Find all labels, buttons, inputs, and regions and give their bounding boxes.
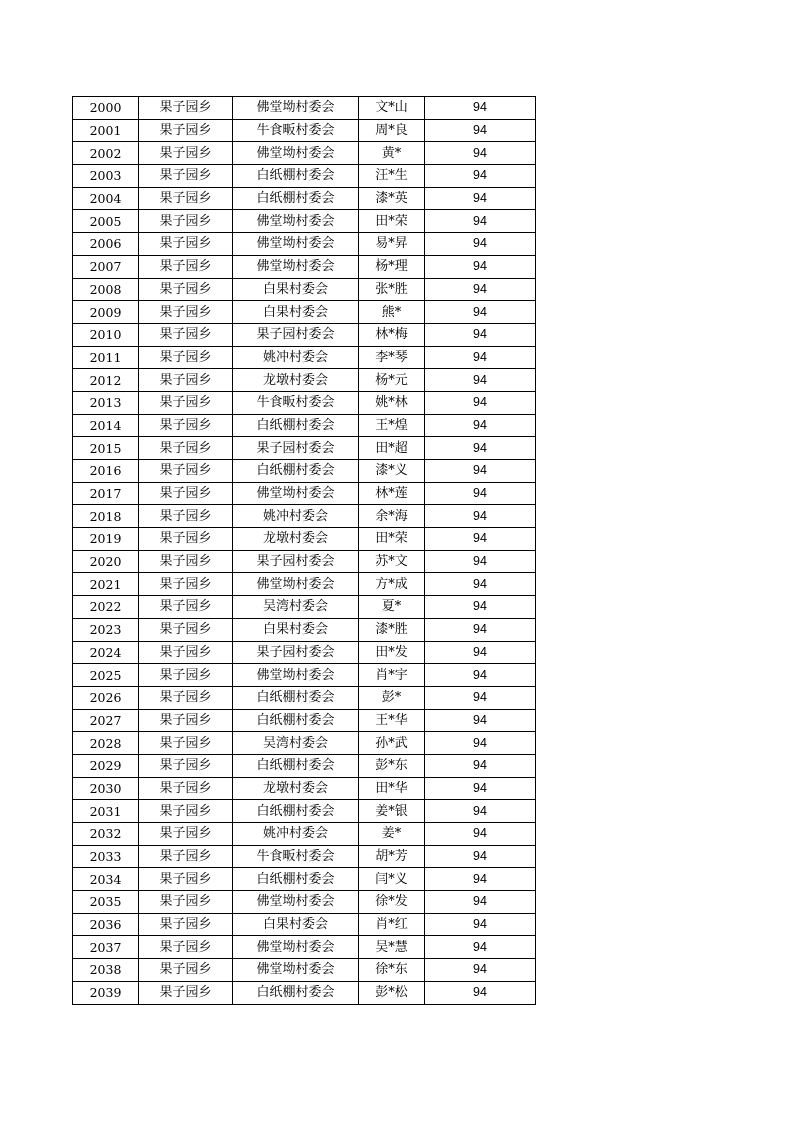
score-cell: 94	[425, 414, 536, 437]
person-name-cell: 胡*芳	[359, 845, 425, 868]
town-cell: 果子园乡	[139, 482, 233, 505]
village-committee-cell: 白果村委会	[233, 913, 359, 936]
town-cell: 果子园乡	[139, 187, 233, 210]
score-cell: 94	[425, 800, 536, 823]
table-row	[73, 641, 536, 664]
table-row	[73, 414, 536, 437]
town-cell: 果子园乡	[139, 845, 233, 868]
person-name-cell: 彭*东	[359, 754, 425, 777]
score-cell: 94	[425, 913, 536, 936]
village-committee-cell: 果子园村委会	[233, 437, 359, 460]
town-cell: 果子园乡	[139, 369, 233, 392]
score-cell: 94	[425, 142, 536, 165]
table-row	[73, 482, 536, 505]
table-row	[73, 210, 536, 233]
table-row	[73, 754, 536, 777]
village-committee-cell: 白纸棚村委会	[233, 686, 359, 709]
village-committee-cell: 果子园村委会	[233, 550, 359, 573]
table-row	[73, 936, 536, 959]
town-cell: 果子园乡	[139, 255, 233, 278]
town-cell: 果子园乡	[139, 981, 233, 1004]
person-name-cell: 漆*胜	[359, 618, 425, 641]
town-cell: 果子园乡	[139, 301, 233, 324]
table-row	[73, 618, 536, 641]
person-name-cell: 田*荣	[359, 528, 425, 551]
person-name-cell: 王*煌	[359, 414, 425, 437]
person-name-cell: 彭*松	[359, 981, 425, 1004]
person-name-cell: 漆*英	[359, 187, 425, 210]
village-committee-cell: 龙墩村委会	[233, 777, 359, 800]
town-cell: 果子园乡	[139, 460, 233, 483]
village-committee-cell: 牛食畈村委会	[233, 391, 359, 414]
town-cell: 果子园乡	[139, 391, 233, 414]
row-number-cell: 2014	[73, 414, 139, 437]
village-committee-cell: 佛堂坳村委会	[233, 255, 359, 278]
row-number-cell: 2039	[73, 981, 139, 1004]
village-committee-cell: 白纸棚村委会	[233, 414, 359, 437]
person-name-cell: 肖*宇	[359, 664, 425, 687]
roster-table	[72, 96, 536, 1005]
table-row	[73, 278, 536, 301]
table-row	[73, 119, 536, 142]
row-number-cell: 2013	[73, 391, 139, 414]
person-name-cell: 肖*红	[359, 913, 425, 936]
person-name-cell: 苏*文	[359, 550, 425, 573]
score-cell: 94	[425, 301, 536, 324]
person-name-cell: 余*海	[359, 505, 425, 528]
score-cell: 94	[425, 323, 536, 346]
village-committee-cell: 白纸棚村委会	[233, 754, 359, 777]
town-cell: 果子园乡	[139, 97, 233, 120]
town-cell: 果子园乡	[139, 210, 233, 233]
score-cell: 94	[425, 777, 536, 800]
town-cell: 果子园乡	[139, 119, 233, 142]
village-committee-cell: 佛堂坳村委会	[233, 482, 359, 505]
village-committee-cell: 佛堂坳村委会	[233, 233, 359, 256]
person-name-cell: 熊*	[359, 301, 425, 324]
row-number-cell: 2028	[73, 732, 139, 755]
score-cell: 94	[425, 210, 536, 233]
score-cell: 94	[425, 709, 536, 732]
row-number-cell: 2022	[73, 596, 139, 619]
score-cell: 94	[425, 437, 536, 460]
row-number-cell: 2016	[73, 460, 139, 483]
row-number-cell: 2006	[73, 233, 139, 256]
person-name-cell: 姜*银	[359, 800, 425, 823]
score-cell: 94	[425, 187, 536, 210]
score-cell: 94	[425, 165, 536, 188]
person-name-cell: 徐*东	[359, 959, 425, 982]
row-number-cell: 2020	[73, 550, 139, 573]
person-name-cell: 易*昇	[359, 233, 425, 256]
score-cell: 94	[425, 255, 536, 278]
person-name-cell: 汪*生	[359, 165, 425, 188]
village-committee-cell: 吴湾村委会	[233, 732, 359, 755]
table-row	[73, 686, 536, 709]
village-committee-cell: 佛堂坳村委会	[233, 664, 359, 687]
score-cell: 94	[425, 346, 536, 369]
row-number-cell: 2004	[73, 187, 139, 210]
town-cell: 果子园乡	[139, 777, 233, 800]
score-cell: 94	[425, 959, 536, 982]
town-cell: 果子园乡	[139, 596, 233, 619]
table-row	[73, 97, 536, 120]
row-number-cell: 2008	[73, 278, 139, 301]
table-row	[73, 505, 536, 528]
town-cell: 果子园乡	[139, 278, 233, 301]
town-cell: 果子园乡	[139, 823, 233, 846]
person-name-cell: 夏*	[359, 596, 425, 619]
table-row	[73, 142, 536, 165]
person-name-cell: 吴*慧	[359, 936, 425, 959]
row-number-cell: 2034	[73, 868, 139, 891]
village-committee-cell: 白果村委会	[233, 618, 359, 641]
score-cell: 94	[425, 732, 536, 755]
score-cell: 94	[425, 618, 536, 641]
table-row	[73, 391, 536, 414]
row-number-cell: 2015	[73, 437, 139, 460]
town-cell: 果子园乡	[139, 936, 233, 959]
village-committee-cell: 白纸棚村委会	[233, 800, 359, 823]
row-number-cell: 2001	[73, 119, 139, 142]
town-cell: 果子园乡	[139, 346, 233, 369]
table-row	[73, 550, 536, 573]
score-cell: 94	[425, 278, 536, 301]
table-row	[73, 868, 536, 891]
town-cell: 果子园乡	[139, 414, 233, 437]
town-cell: 果子园乡	[139, 618, 233, 641]
person-name-cell: 周*良	[359, 119, 425, 142]
table-row	[73, 233, 536, 256]
town-cell: 果子园乡	[139, 664, 233, 687]
row-number-cell: 2033	[73, 845, 139, 868]
person-name-cell: 田*发	[359, 641, 425, 664]
score-cell: 94	[425, 119, 536, 142]
score-cell: 94	[425, 97, 536, 120]
village-committee-cell: 白纸棚村委会	[233, 460, 359, 483]
village-committee-cell: 佛堂坳村委会	[233, 97, 359, 120]
town-cell: 果子园乡	[139, 528, 233, 551]
village-committee-cell: 佛堂坳村委会	[233, 936, 359, 959]
person-name-cell: 孙*武	[359, 732, 425, 755]
village-committee-cell: 龙墩村委会	[233, 369, 359, 392]
person-name-cell: 漆*义	[359, 460, 425, 483]
village-committee-cell: 龙墩村委会	[233, 528, 359, 551]
village-committee-cell: 佛堂坳村委会	[233, 142, 359, 165]
village-committee-cell: 白纸棚村委会	[233, 868, 359, 891]
town-cell: 果子园乡	[139, 754, 233, 777]
score-cell: 94	[425, 686, 536, 709]
score-cell: 94	[425, 936, 536, 959]
village-committee-cell: 佛堂坳村委会	[233, 210, 359, 233]
village-committee-cell: 佛堂坳村委会	[233, 891, 359, 914]
town-cell: 果子园乡	[139, 550, 233, 573]
village-committee-cell: 牛食畈村委会	[233, 119, 359, 142]
row-number-cell: 2018	[73, 505, 139, 528]
village-committee-cell: 姚冲村委会	[233, 505, 359, 528]
person-name-cell: 田*荣	[359, 210, 425, 233]
village-committee-cell: 白纸棚村委会	[233, 165, 359, 188]
person-name-cell: 李*琴	[359, 346, 425, 369]
row-number-cell: 2025	[73, 664, 139, 687]
row-number-cell: 2017	[73, 482, 139, 505]
table-row	[73, 845, 536, 868]
person-name-cell: 姜*	[359, 823, 425, 846]
row-number-cell: 2012	[73, 369, 139, 392]
score-cell: 94	[425, 482, 536, 505]
score-cell: 94	[425, 641, 536, 664]
table-row	[73, 346, 536, 369]
town-cell: 果子园乡	[139, 868, 233, 891]
person-name-cell: 闫*义	[359, 868, 425, 891]
row-number-cell: 2009	[73, 301, 139, 324]
table-row	[73, 301, 536, 324]
town-cell: 果子园乡	[139, 641, 233, 664]
score-cell: 94	[425, 391, 536, 414]
score-cell: 94	[425, 233, 536, 256]
row-number-cell: 2010	[73, 323, 139, 346]
row-number-cell: 2007	[73, 255, 139, 278]
person-name-cell: 徐*发	[359, 891, 425, 914]
score-cell: 94	[425, 981, 536, 1004]
village-committee-cell: 姚冲村委会	[233, 346, 359, 369]
table-row	[73, 959, 536, 982]
table-body	[73, 97, 536, 1005]
person-name-cell: 林*莲	[359, 482, 425, 505]
table-row	[73, 800, 536, 823]
village-committee-cell: 佛堂坳村委会	[233, 573, 359, 596]
person-name-cell: 林*梅	[359, 323, 425, 346]
score-cell: 94	[425, 845, 536, 868]
town-cell: 果子园乡	[139, 913, 233, 936]
village-committee-cell: 果子园村委会	[233, 641, 359, 664]
person-name-cell: 张*胜	[359, 278, 425, 301]
town-cell: 果子园乡	[139, 233, 233, 256]
table-row	[73, 573, 536, 596]
table-row	[73, 732, 536, 755]
score-cell: 94	[425, 528, 536, 551]
row-number-cell: 2021	[73, 573, 139, 596]
row-number-cell: 2024	[73, 641, 139, 664]
person-name-cell: 姚*林	[359, 391, 425, 414]
town-cell: 果子园乡	[139, 891, 233, 914]
town-cell: 果子园乡	[139, 709, 233, 732]
score-cell: 94	[425, 573, 536, 596]
table-row	[73, 528, 536, 551]
person-name-cell: 黄*	[359, 142, 425, 165]
town-cell: 果子园乡	[139, 573, 233, 596]
row-number-cell: 2005	[73, 210, 139, 233]
row-number-cell: 2031	[73, 800, 139, 823]
table-row	[73, 777, 536, 800]
row-number-cell: 2029	[73, 754, 139, 777]
table-row	[73, 891, 536, 914]
village-committee-cell: 吴湾村委会	[233, 596, 359, 619]
score-cell: 94	[425, 550, 536, 573]
village-committee-cell: 白果村委会	[233, 278, 359, 301]
row-number-cell: 2027	[73, 709, 139, 732]
score-cell: 94	[425, 369, 536, 392]
row-number-cell: 2030	[73, 777, 139, 800]
person-name-cell: 田*超	[359, 437, 425, 460]
row-number-cell: 2003	[73, 165, 139, 188]
person-name-cell: 方*成	[359, 573, 425, 596]
score-cell: 94	[425, 868, 536, 891]
person-name-cell: 彭*	[359, 686, 425, 709]
row-number-cell: 2023	[73, 618, 139, 641]
town-cell: 果子园乡	[139, 959, 233, 982]
person-name-cell: 杨*理	[359, 255, 425, 278]
row-number-cell: 2037	[73, 936, 139, 959]
person-name-cell: 田*华	[359, 777, 425, 800]
table-row	[73, 437, 536, 460]
score-cell: 94	[425, 460, 536, 483]
town-cell: 果子园乡	[139, 686, 233, 709]
row-number-cell: 2032	[73, 823, 139, 846]
score-cell: 94	[425, 891, 536, 914]
score-cell: 94	[425, 754, 536, 777]
table-row	[73, 596, 536, 619]
table-row	[73, 255, 536, 278]
row-number-cell: 2026	[73, 686, 139, 709]
town-cell: 果子园乡	[139, 437, 233, 460]
table-row	[73, 709, 536, 732]
village-committee-cell: 白果村委会	[233, 301, 359, 324]
row-number-cell: 2036	[73, 913, 139, 936]
table-row	[73, 187, 536, 210]
table-row	[73, 664, 536, 687]
town-cell: 果子园乡	[139, 323, 233, 346]
score-cell: 94	[425, 823, 536, 846]
town-cell: 果子园乡	[139, 505, 233, 528]
table-row	[73, 369, 536, 392]
row-number-cell: 2019	[73, 528, 139, 551]
town-cell: 果子园乡	[139, 800, 233, 823]
table-row	[73, 165, 536, 188]
table-row	[73, 913, 536, 936]
score-cell: 94	[425, 596, 536, 619]
score-cell: 94	[425, 505, 536, 528]
town-cell: 果子园乡	[139, 732, 233, 755]
village-committee-cell: 佛堂坳村委会	[233, 959, 359, 982]
table-row	[73, 823, 536, 846]
row-number-cell: 2011	[73, 346, 139, 369]
row-number-cell: 2035	[73, 891, 139, 914]
village-committee-cell: 白纸棚村委会	[233, 981, 359, 1004]
table-row	[73, 981, 536, 1004]
score-cell: 94	[425, 664, 536, 687]
village-committee-cell: 白纸棚村委会	[233, 187, 359, 210]
table-row	[73, 323, 536, 346]
village-committee-cell: 牛食畈村委会	[233, 845, 359, 868]
row-number-cell: 2002	[73, 142, 139, 165]
village-committee-cell: 果子园村委会	[233, 323, 359, 346]
row-number-cell: 2000	[73, 97, 139, 120]
row-number-cell: 2038	[73, 959, 139, 982]
person-name-cell: 王*华	[359, 709, 425, 732]
village-committee-cell: 姚冲村委会	[233, 823, 359, 846]
town-cell: 果子园乡	[139, 165, 233, 188]
village-committee-cell: 白纸棚村委会	[233, 709, 359, 732]
town-cell: 果子园乡	[139, 142, 233, 165]
person-name-cell: 文*山	[359, 97, 425, 120]
table-row	[73, 460, 536, 483]
person-name-cell: 杨*元	[359, 369, 425, 392]
